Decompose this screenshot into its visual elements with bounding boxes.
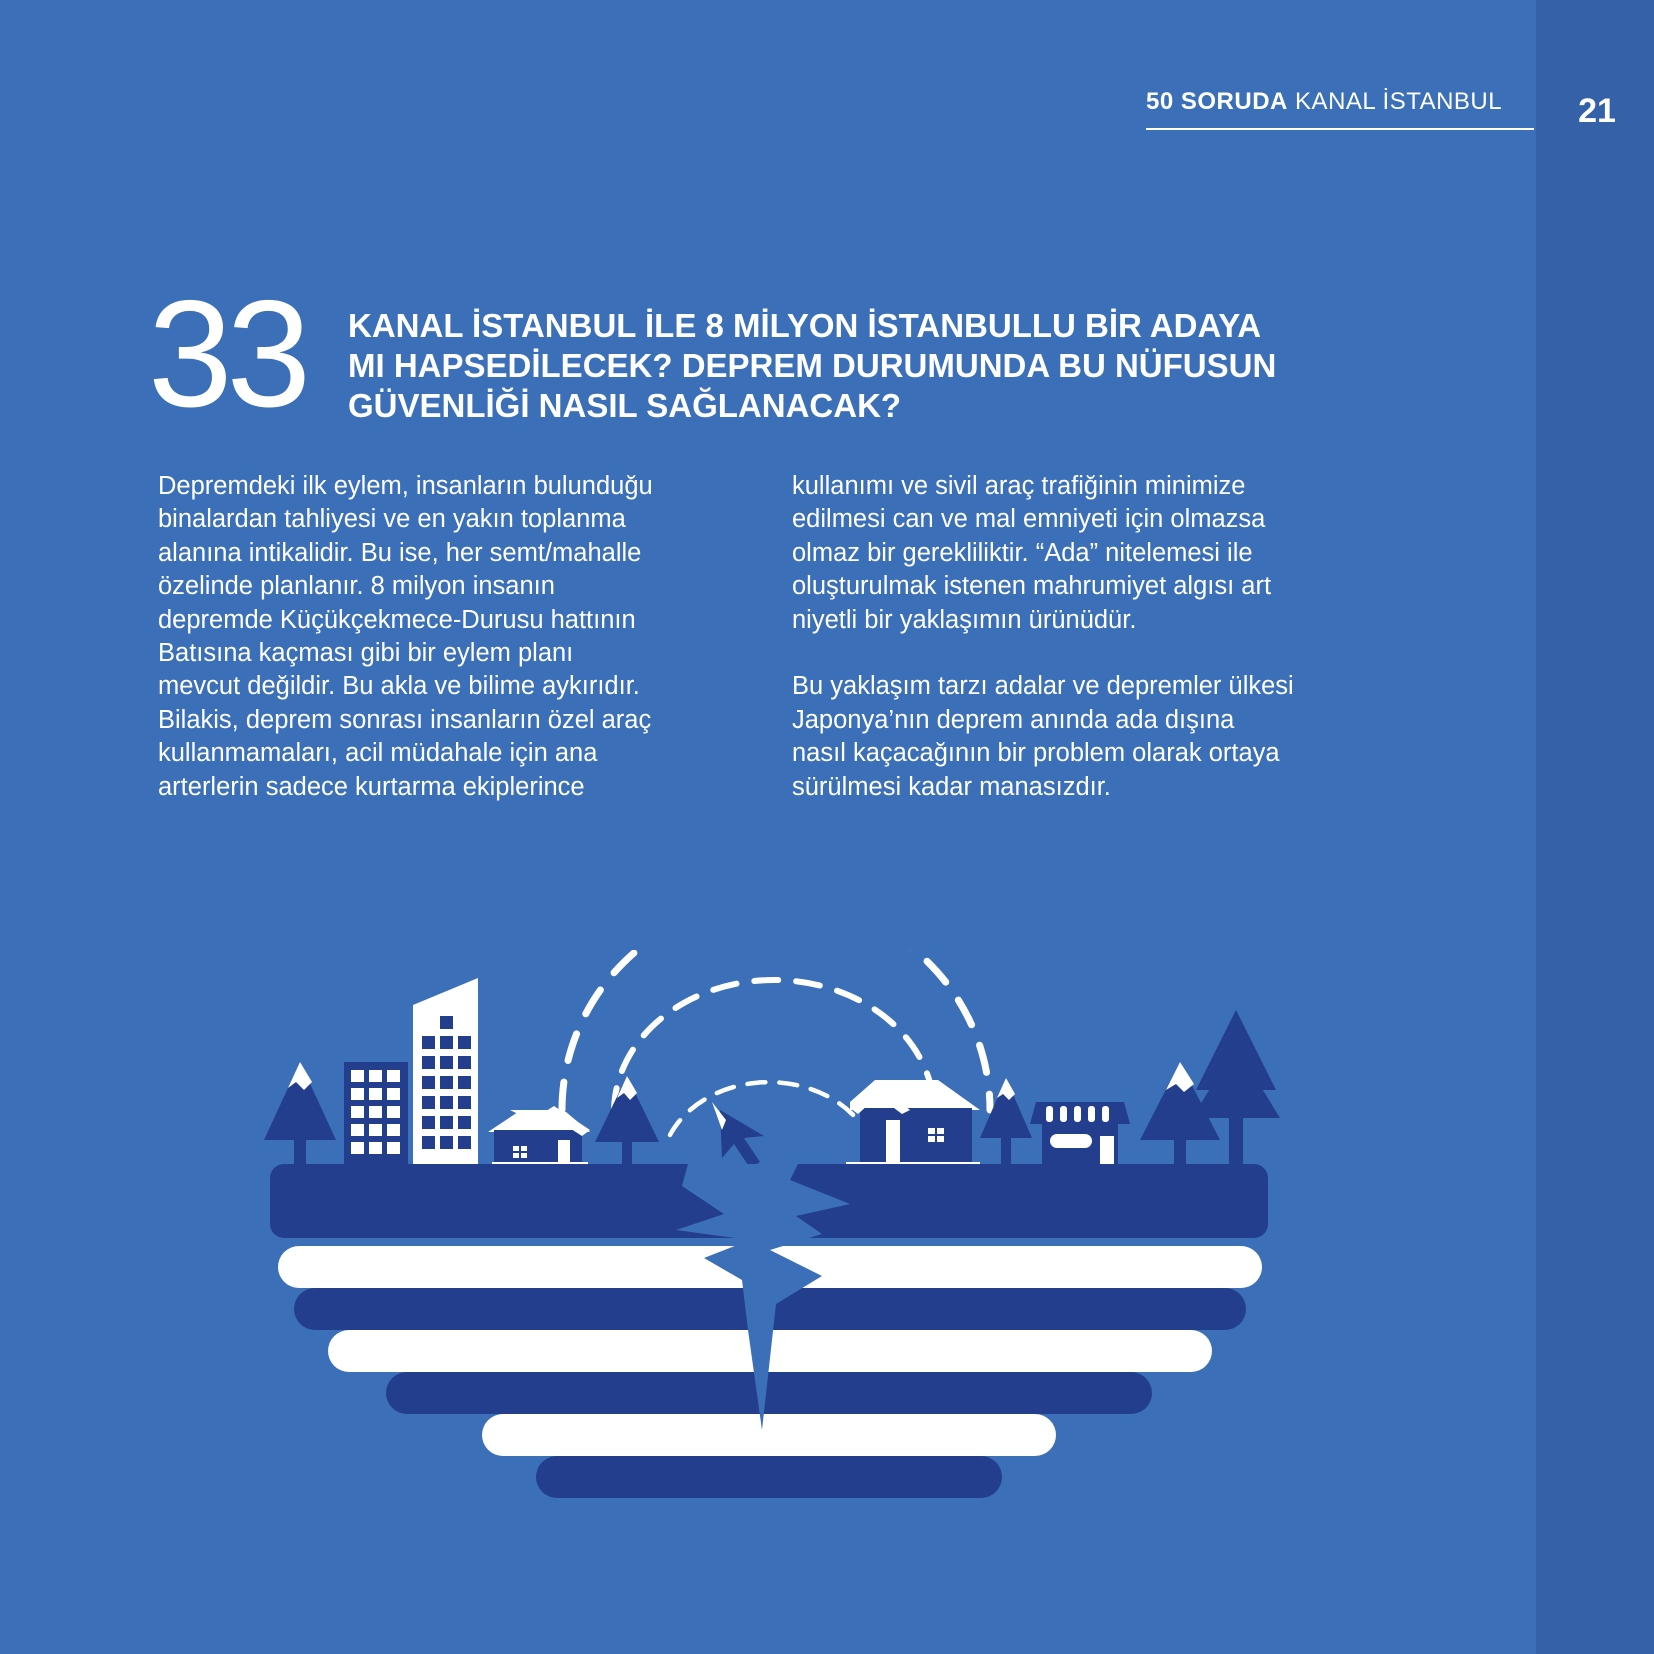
house-icon: [488, 1106, 590, 1166]
body-paragraph: [158, 470, 758, 804]
tree-icon: [980, 1078, 1032, 1165]
body-line: Bilakis, deprem sonrası insanların özel araç: [158, 705, 652, 734]
question-title-line: MI HAPSEDİLECEK? DEPREM DURUMUNDA BU NÜFUSUN: [348, 347, 1277, 384]
body-line: Bu yaklaşım tarzı adalar ve depremler ülkesi: [792, 672, 1294, 701]
question-title-line: KANAL İSTANBUL İLE 8 MİLYON İSTANBULLU BİR ADAYA: [348, 307, 1262, 344]
body-paragraph: [792, 670, 1392, 804]
body-line: oluşturulmak istenen mahrumiyet algısı art: [792, 572, 1272, 601]
question-number: 33: [148, 269, 306, 439]
strata-layer: [536, 1456, 1002, 1498]
body-line: Japonya’nın deprem anında ada dışına: [792, 705, 1235, 734]
question-title: [348, 306, 1348, 426]
body-line: Batısına kaçması gibi bir eylem planı: [158, 639, 574, 668]
tree-icon: [1192, 1010, 1280, 1165]
body-paragraph: [792, 470, 1392, 637]
question-title-line: GÜVENLİĞİ NASIL SAĞLANACAK?: [348, 387, 902, 424]
running-header: [1146, 88, 1534, 130]
body-line: binalardan tahliyesi ve en yakın toplanma: [158, 505, 626, 534]
body-line: edilmesi can ve mal emniyeti için olmazsa: [792, 505, 1266, 534]
shop-icon: [1030, 1102, 1130, 1165]
house-icon: [846, 1080, 980, 1166]
body-line: depremde Küçükçekmece-Durusu hattının: [158, 605, 636, 634]
tree-icon: [264, 1062, 336, 1165]
body-line: olmaz bir gerekliliktir. “Ada” nitelemesi ile: [792, 538, 1253, 567]
body-line: sürülmesi kadar manasızdır.: [792, 772, 1111, 801]
series-title: KANAL İSTANBUL: [1295, 88, 1503, 115]
body-line: mevcut değildir. Bu akla ve bilime aykırıdır.: [158, 672, 640, 701]
building-icon: [344, 1062, 408, 1165]
paragraph-gap: [792, 637, 1392, 670]
body-line: alanına intikalidir. Bu ise, her semt/mahalle: [158, 538, 642, 567]
body-line: arterlerin sadece kurtarma ekiplerince: [158, 772, 585, 801]
strata-layer: [386, 1372, 1152, 1414]
page-number: 21: [1578, 92, 1616, 130]
body-line: özelinde planlanır. 8 milyon insanın: [158, 572, 555, 601]
body-line: Depremdeki ilk eylem, insanların bulunduğu: [158, 472, 653, 500]
body-column-right: [792, 470, 1392, 804]
body-line: kullanmamaları, acil müdahale için ana: [158, 739, 598, 768]
earthquake-island-illustration: [250, 950, 1280, 1510]
body-line: kullanımı ve sivil araç trafiğinin minimize: [792, 472, 1246, 500]
series-bold: 50 SORUDA: [1146, 88, 1288, 115]
body-line: niyetli bir yaklaşımın ürünüdür.: [792, 605, 1137, 634]
cursor-icon: [712, 1102, 764, 1168]
strata-layer: [482, 1414, 1056, 1456]
building-icon: [413, 978, 478, 1165]
body-line: nasıl kaçacağının bir problem olarak ortaya: [792, 739, 1280, 768]
side-strip: [1536, 0, 1654, 1654]
body-column-left: [158, 470, 758, 804]
tree-icon: [595, 1076, 659, 1165]
